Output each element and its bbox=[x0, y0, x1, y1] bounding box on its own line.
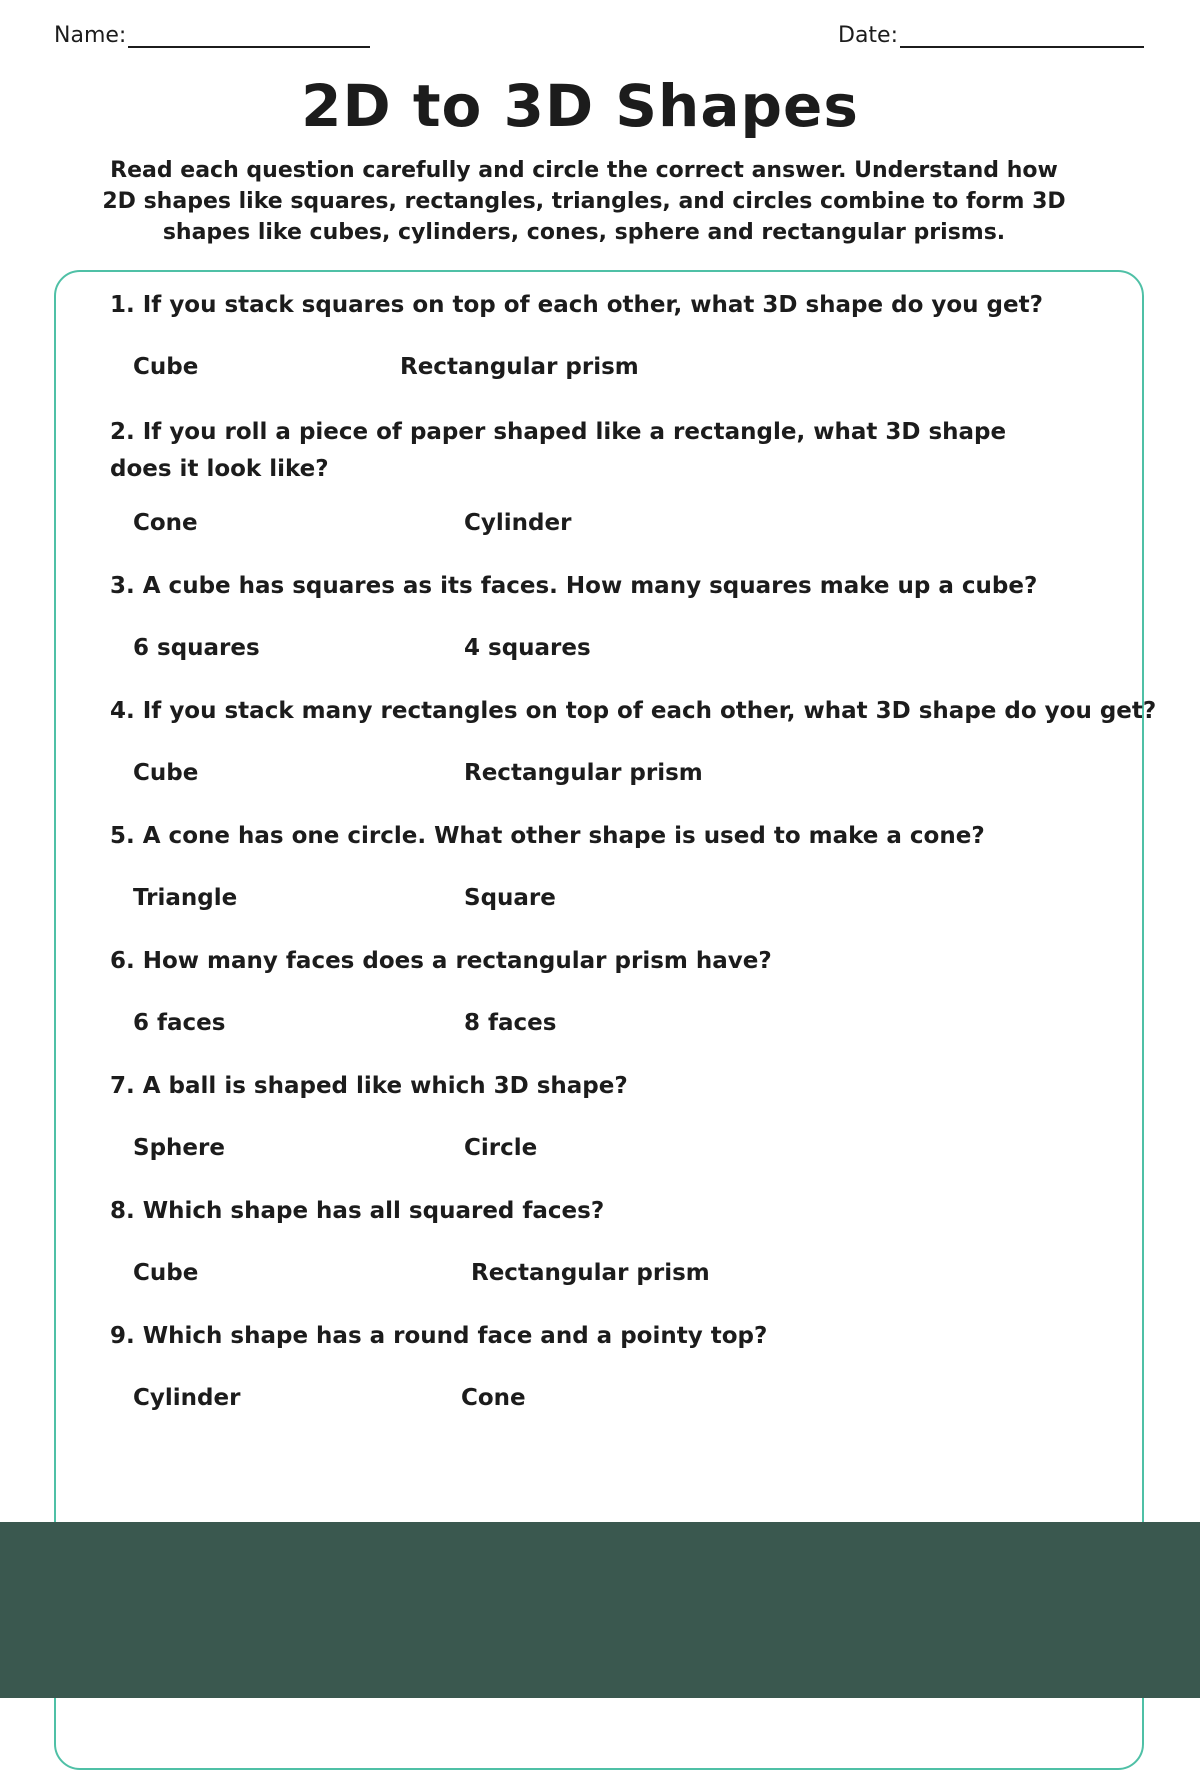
question-8: 8. Which shape has all squared faces? bbox=[110, 1198, 605, 1224]
question-7: 7. A ball is shaped like which 3D shape? bbox=[110, 1073, 628, 1099]
worksheet-title: 2D to 3D Shapes bbox=[301, 72, 859, 140]
q6-option-a[interactable]: 6 faces bbox=[133, 1010, 226, 1036]
question-6: 6. How many faces does a rectangular prism have? bbox=[110, 948, 772, 974]
question-1: 1. If you stack squares on top of each other, what 3D shape do you get? bbox=[110, 292, 1043, 318]
q3-option-a[interactable]: 6 squares bbox=[133, 635, 260, 661]
q8-option-a[interactable]: Cube bbox=[133, 1260, 199, 1286]
name-blank-line[interactable] bbox=[128, 22, 370, 48]
q6-option-b[interactable]: 8 faces bbox=[464, 1010, 557, 1036]
q1-option-a[interactable]: Cube bbox=[133, 354, 199, 380]
q8-option-b[interactable]: Rectangular prism bbox=[471, 1260, 710, 1286]
question-9: 9. Which shape has a round face and a pointy top? bbox=[110, 1323, 768, 1349]
name-field[interactable] bbox=[54, 22, 370, 48]
q5-option-a[interactable]: Triangle bbox=[133, 885, 238, 911]
date-blank-line[interactable] bbox=[900, 22, 1144, 48]
instructions: Read each question carefully and circle the correct answer. Understand how 2D shapes like squares, rectangles, triangles, and circles combine to form 3D shapes like cubes, cylinders, cones, sphere and rectangular prisms. bbox=[102, 158, 1066, 245]
question-2: 2. If you roll a piece of paper shaped like a rectangle, what 3D shape does it look like? bbox=[110, 419, 1007, 482]
date-label: Date: bbox=[838, 23, 898, 48]
footer-band bbox=[0, 1522, 1200, 1698]
q9-option-b[interactable]: Cone bbox=[461, 1385, 526, 1411]
q3-option-b[interactable]: 4 squares bbox=[464, 635, 591, 661]
q1-option-b[interactable]: Rectangular prism bbox=[400, 354, 639, 380]
question-4: 4. If you stack many rectangles on top of each other, what 3D shape do you get? bbox=[110, 698, 1157, 724]
q2-option-b[interactable]: Cylinder bbox=[464, 510, 572, 536]
q7-option-b[interactable]: Circle bbox=[464, 1135, 538, 1161]
q9-option-a[interactable]: Cylinder bbox=[133, 1385, 241, 1411]
name-label: Name: bbox=[54, 23, 127, 48]
question-5: 5. A cone has one circle. What other shape is used to make a cone? bbox=[110, 823, 985, 849]
q5-option-b[interactable]: Square bbox=[464, 885, 556, 911]
question-3: 3. A cube has squares as its faces. How many squares make up a cube? bbox=[110, 573, 1038, 599]
q4-option-b[interactable]: Rectangular prism bbox=[464, 760, 703, 786]
q4-option-a[interactable]: Cube bbox=[133, 760, 199, 786]
q7-option-a[interactable]: Sphere bbox=[133, 1135, 225, 1161]
date-field[interactable] bbox=[838, 22, 1144, 48]
q2-option-a[interactable]: Cone bbox=[133, 510, 198, 536]
